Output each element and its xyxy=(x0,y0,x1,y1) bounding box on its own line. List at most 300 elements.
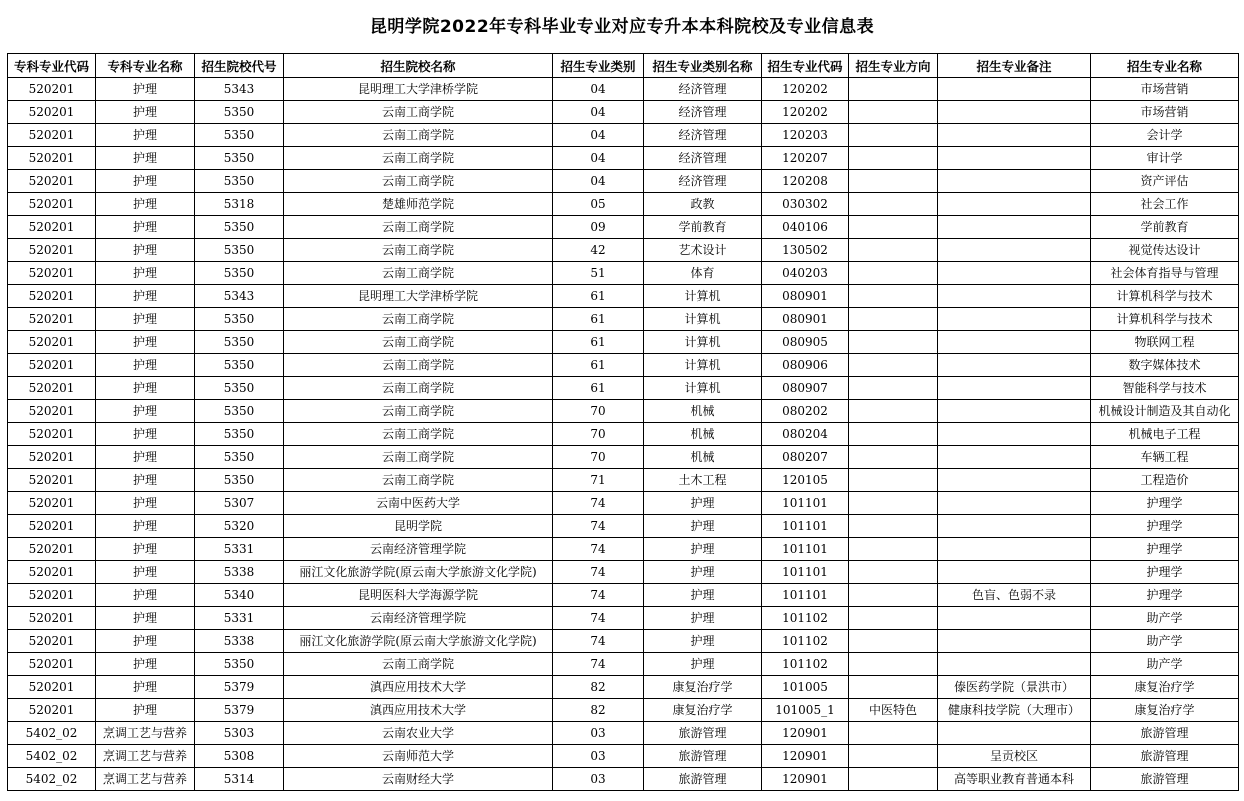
table-cell: 助产学 xyxy=(1091,630,1239,653)
table-cell: 机械 xyxy=(644,423,762,446)
table-row xyxy=(8,630,1239,653)
table-cell: 昆明理工大学津桥学院 xyxy=(284,78,553,101)
table-cell xyxy=(849,561,938,584)
table-cell: 数字媒体技术 xyxy=(1091,354,1239,377)
table-cell xyxy=(849,676,938,699)
table-cell: 护理 xyxy=(96,630,195,653)
table-cell: 74 xyxy=(553,653,644,676)
table-cell: 04 xyxy=(553,101,644,124)
table-cell xyxy=(849,216,938,239)
table-cell: 101101 xyxy=(762,492,849,515)
table-cell: 5318 xyxy=(195,193,284,216)
table-cell xyxy=(849,170,938,193)
table-cell: 5308 xyxy=(195,745,284,768)
table-body xyxy=(8,78,1239,791)
table-row xyxy=(8,469,1239,492)
table-cell: 120203 xyxy=(762,124,849,147)
table-cell: 护理 xyxy=(644,515,762,538)
table-cell: 市场营销 xyxy=(1091,101,1239,124)
table-cell: 云南工商学院 xyxy=(284,446,553,469)
table-cell: 滇西应用技术大学 xyxy=(284,676,553,699)
table-cell: 市场营销 xyxy=(1091,78,1239,101)
table-cell: 护理 xyxy=(96,308,195,331)
table-row xyxy=(8,607,1239,630)
table-cell xyxy=(938,515,1091,538)
table-cell: 5350 xyxy=(195,653,284,676)
table-cell: 云南工商学院 xyxy=(284,331,553,354)
table-cell: 护理 xyxy=(644,561,762,584)
table-cell: 护理 xyxy=(644,607,762,630)
table-cell: 护理 xyxy=(644,492,762,515)
table-cell: 5350 xyxy=(195,469,284,492)
table-cell xyxy=(938,492,1091,515)
table-cell: 61 xyxy=(553,285,644,308)
table-cell xyxy=(849,722,938,745)
table-cell xyxy=(938,101,1091,124)
table-cell: 520201 xyxy=(8,147,96,170)
table-cell: 5350 xyxy=(195,377,284,400)
table-cell: 5340 xyxy=(195,584,284,607)
table-cell: 旅游管理 xyxy=(1091,768,1239,791)
table-cell: 护理学 xyxy=(1091,584,1239,607)
table-cell: 车辆工程 xyxy=(1091,446,1239,469)
table-cell: 护理 xyxy=(96,78,195,101)
table-cell xyxy=(849,147,938,170)
table-cell: 04 xyxy=(553,124,644,147)
table-cell xyxy=(849,78,938,101)
table-cell: 71 xyxy=(553,469,644,492)
table-cell: 经济管理 xyxy=(644,78,762,101)
table-row xyxy=(8,492,1239,515)
table-cell: 080901 xyxy=(762,285,849,308)
table-cell: 康复治疗学 xyxy=(1091,699,1239,722)
table-row xyxy=(8,561,1239,584)
table-cell: 昆明医科大学海源学院 xyxy=(284,584,553,607)
table-cell xyxy=(938,722,1091,745)
table-cell: 旅游管理 xyxy=(644,722,762,745)
table-row xyxy=(8,377,1239,400)
table-cell: 助产学 xyxy=(1091,653,1239,676)
table-cell: 机械 xyxy=(644,446,762,469)
table-cell: 云南农业大学 xyxy=(284,722,553,745)
table-cell: 520201 xyxy=(8,653,96,676)
table-cell: 101102 xyxy=(762,630,849,653)
table-cell: 物联网工程 xyxy=(1091,331,1239,354)
table-cell: 520201 xyxy=(8,124,96,147)
table-cell: 康复治疗学 xyxy=(644,699,762,722)
table-cell: 70 xyxy=(553,423,644,446)
table-cell: 5343 xyxy=(195,78,284,101)
table-cell: 520201 xyxy=(8,377,96,400)
table-cell xyxy=(938,239,1091,262)
table-cell: 机械 xyxy=(644,400,762,423)
table-cell: 520201 xyxy=(8,423,96,446)
table-row xyxy=(8,745,1239,768)
table-cell xyxy=(938,561,1091,584)
table-cell xyxy=(849,101,938,124)
table-cell: 计算机科学与技术 xyxy=(1091,308,1239,331)
table-cell: 机械电子工程 xyxy=(1091,423,1239,446)
table-cell: 61 xyxy=(553,331,644,354)
table-cell xyxy=(938,147,1091,170)
page-title: 昆明学院2022年专科毕业专业对应专升本本科院校及专业信息表 xyxy=(369,17,875,37)
table-cell: 土木工程 xyxy=(644,469,762,492)
table-cell: 080907 xyxy=(762,377,849,400)
table-cell: 520201 xyxy=(8,561,96,584)
table-cell: 101101 xyxy=(762,584,849,607)
table-row xyxy=(8,699,1239,722)
table-cell xyxy=(938,423,1091,446)
table-cell xyxy=(938,653,1091,676)
table-cell: 70 xyxy=(553,446,644,469)
table-cell: 护理 xyxy=(96,147,195,170)
table-cell xyxy=(938,377,1091,400)
column-header: 招生院校名称 xyxy=(284,54,553,78)
table-row xyxy=(8,78,1239,101)
table-cell: 101005_1 xyxy=(762,699,849,722)
table-cell: 520201 xyxy=(8,515,96,538)
table-cell xyxy=(849,584,938,607)
info-table xyxy=(7,53,1239,791)
table-cell: 护理 xyxy=(96,377,195,400)
table-cell xyxy=(938,78,1091,101)
table-cell xyxy=(849,745,938,768)
table-cell: 学前教育 xyxy=(644,216,762,239)
table-cell: 82 xyxy=(553,699,644,722)
table-cell: 护理 xyxy=(96,216,195,239)
column-header: 招生专业类别名称 xyxy=(644,54,762,78)
table-row xyxy=(8,170,1239,193)
table-cell: 滇西应用技术大学 xyxy=(284,699,553,722)
table-cell: 云南财经大学 xyxy=(284,768,553,791)
table-cell xyxy=(849,193,938,216)
table-cell: 社会体育指导与管理 xyxy=(1091,262,1239,285)
table-row xyxy=(8,515,1239,538)
table-cell: 61 xyxy=(553,354,644,377)
table-row xyxy=(8,239,1239,262)
table-cell: 护理 xyxy=(96,561,195,584)
table-cell xyxy=(938,308,1091,331)
table-cell: 61 xyxy=(553,308,644,331)
table-cell: 70 xyxy=(553,400,644,423)
table-row xyxy=(8,262,1239,285)
table-cell: 74 xyxy=(553,515,644,538)
table-cell: 护理 xyxy=(96,101,195,124)
table-cell: 护理 xyxy=(96,492,195,515)
table-cell xyxy=(849,515,938,538)
table-cell: 色盲、色弱不录 xyxy=(938,584,1091,607)
table-cell: 计算机 xyxy=(644,354,762,377)
table-cell: 520201 xyxy=(8,469,96,492)
table-cell: 101101 xyxy=(762,515,849,538)
table-cell: 云南经济管理学院 xyxy=(284,607,553,630)
table-cell: 护理学 xyxy=(1091,492,1239,515)
table-cell: 护理 xyxy=(96,124,195,147)
table-cell: 傣医药学院（景洪市） xyxy=(938,676,1091,699)
table-cell: 护理 xyxy=(96,423,195,446)
table-cell: 520201 xyxy=(8,101,96,124)
table-cell: 护理 xyxy=(96,400,195,423)
table-cell xyxy=(849,308,938,331)
table-cell xyxy=(849,768,938,791)
table-cell: 101101 xyxy=(762,538,849,561)
table-cell: 云南工商学院 xyxy=(284,400,553,423)
table-cell: 烹调工艺与营养 xyxy=(96,722,195,745)
table-cell: 资产评估 xyxy=(1091,170,1239,193)
table-cell xyxy=(938,354,1091,377)
table-cell xyxy=(938,170,1091,193)
table-cell xyxy=(849,492,938,515)
table-cell xyxy=(849,331,938,354)
table-cell: 护理 xyxy=(96,331,195,354)
table-cell: 云南工商学院 xyxy=(284,423,553,446)
table-cell: 5402_02 xyxy=(8,745,96,768)
table-cell: 会计学 xyxy=(1091,124,1239,147)
table-cell: 040203 xyxy=(762,262,849,285)
table-cell: 74 xyxy=(553,630,644,653)
table-cell: 5350 xyxy=(195,423,284,446)
table-cell: 旅游管理 xyxy=(1091,722,1239,745)
table-cell: 120208 xyxy=(762,170,849,193)
table-cell: 520201 xyxy=(8,170,96,193)
table-cell: 520201 xyxy=(8,216,96,239)
table-row xyxy=(8,722,1239,745)
table-cell: 080202 xyxy=(762,400,849,423)
table-cell xyxy=(938,193,1091,216)
table-cell: 云南中医药大学 xyxy=(284,492,553,515)
table-cell: 520201 xyxy=(8,607,96,630)
table-cell: 520201 xyxy=(8,676,96,699)
table-cell: 云南工商学院 xyxy=(284,216,553,239)
table-row xyxy=(8,331,1239,354)
table-cell: 高等职业教育普通本科 xyxy=(938,768,1091,791)
table-cell: 护理学 xyxy=(1091,515,1239,538)
table-cell xyxy=(849,377,938,400)
table-cell xyxy=(849,285,938,308)
column-header: 招生专业方向 xyxy=(849,54,938,78)
table-cell: 云南工商学院 xyxy=(284,308,553,331)
table-cell: 5307 xyxy=(195,492,284,515)
table-cell: 护理 xyxy=(96,676,195,699)
column-header: 招生专业代码 xyxy=(762,54,849,78)
table-cell: 520201 xyxy=(8,331,96,354)
table-cell: 烹调工艺与营养 xyxy=(96,768,195,791)
table-cell: 080204 xyxy=(762,423,849,446)
table-cell: 520201 xyxy=(8,492,96,515)
table-cell: 080207 xyxy=(762,446,849,469)
table-cell xyxy=(849,630,938,653)
table-cell: 5350 xyxy=(195,446,284,469)
table-cell: 智能科学与技术 xyxy=(1091,377,1239,400)
table-cell: 云南工商学院 xyxy=(284,377,553,400)
table-cell: 5350 xyxy=(195,262,284,285)
table-cell: 呈贡校区 xyxy=(938,745,1091,768)
table-cell: 74 xyxy=(553,607,644,630)
table-cell: 520201 xyxy=(8,262,96,285)
table-cell: 520201 xyxy=(8,78,96,101)
table-cell: 09 xyxy=(553,216,644,239)
table-cell: 艺术设计 xyxy=(644,239,762,262)
table-cell: 烹调工艺与营养 xyxy=(96,745,195,768)
table-cell: 5350 xyxy=(195,400,284,423)
table-cell: 5350 xyxy=(195,308,284,331)
table-cell: 520201 xyxy=(8,584,96,607)
table-cell: 5350 xyxy=(195,239,284,262)
table-cell: 云南经济管理学院 xyxy=(284,538,553,561)
column-header: 专科专业代码 xyxy=(8,54,96,78)
table-cell: 5331 xyxy=(195,607,284,630)
column-header: 招生专业类别 xyxy=(553,54,644,78)
table-row xyxy=(8,423,1239,446)
table-cell xyxy=(849,423,938,446)
table-cell: 5402_02 xyxy=(8,722,96,745)
table-cell: 经济管理 xyxy=(644,101,762,124)
table-row xyxy=(8,354,1239,377)
table-cell xyxy=(938,446,1091,469)
table-cell: 护理 xyxy=(96,446,195,469)
table-cell xyxy=(938,607,1091,630)
column-header: 招生专业名称 xyxy=(1091,54,1239,78)
table-cell: 520201 xyxy=(8,630,96,653)
table-row xyxy=(8,308,1239,331)
table-cell xyxy=(849,239,938,262)
table-cell: 03 xyxy=(553,768,644,791)
table-cell: 护理 xyxy=(96,699,195,722)
table-cell: 护理 xyxy=(96,469,195,492)
table-cell: 护理 xyxy=(644,653,762,676)
table-cell: 120202 xyxy=(762,101,849,124)
table-cell: 护理 xyxy=(96,262,195,285)
table-cell: 520201 xyxy=(8,354,96,377)
table-row xyxy=(8,768,1239,791)
table-cell: 计算机科学与技术 xyxy=(1091,285,1239,308)
table-cell: 120901 xyxy=(762,745,849,768)
table-cell xyxy=(849,354,938,377)
table-cell: 社会工作 xyxy=(1091,193,1239,216)
table-cell: 工程造价 xyxy=(1091,469,1239,492)
table-cell: 云南工商学院 xyxy=(284,124,553,147)
table-cell xyxy=(938,469,1091,492)
table-cell: 昆明理工大学津桥学院 xyxy=(284,285,553,308)
column-header: 招生专业备注 xyxy=(938,54,1091,78)
table-cell: 护理 xyxy=(96,239,195,262)
table-cell: 520201 xyxy=(8,285,96,308)
table-cell: 护理 xyxy=(644,538,762,561)
table-cell: 视觉传达设计 xyxy=(1091,239,1239,262)
table-cell: 520201 xyxy=(8,538,96,561)
table-cell: 080905 xyxy=(762,331,849,354)
table-cell: 中医特色 xyxy=(849,699,938,722)
table-cell: 护理 xyxy=(96,354,195,377)
table-cell: 82 xyxy=(553,676,644,699)
table-cell: 昆明学院 xyxy=(284,515,553,538)
table-cell: 楚雄师范学院 xyxy=(284,193,553,216)
table-cell: 护理 xyxy=(96,607,195,630)
table-cell: 护理 xyxy=(96,515,195,538)
table-cell: 机械设计制造及其自动化 xyxy=(1091,400,1239,423)
table-cell: 74 xyxy=(553,492,644,515)
table-cell: 520201 xyxy=(8,308,96,331)
table-cell: 5338 xyxy=(195,630,284,653)
table-cell: 5338 xyxy=(195,561,284,584)
table-cell: 520201 xyxy=(8,193,96,216)
table-cell xyxy=(938,285,1091,308)
table-cell: 03 xyxy=(553,745,644,768)
table-cell: 05 xyxy=(553,193,644,216)
table-cell: 520201 xyxy=(8,699,96,722)
table-cell: 5350 xyxy=(195,216,284,239)
table-row xyxy=(8,193,1239,216)
table-cell: 5350 xyxy=(195,101,284,124)
header-row xyxy=(8,54,1239,78)
table-cell: 云南工商学院 xyxy=(284,239,553,262)
table-cell: 护理学 xyxy=(1091,561,1239,584)
table-cell: 74 xyxy=(553,538,644,561)
table-cell: 74 xyxy=(553,584,644,607)
table-cell: 5331 xyxy=(195,538,284,561)
table-cell: 康复治疗学 xyxy=(1091,676,1239,699)
table-cell: 云南工商学院 xyxy=(284,354,553,377)
table-row xyxy=(8,653,1239,676)
table-row xyxy=(8,446,1239,469)
table-cell: 云南师范大学 xyxy=(284,745,553,768)
table-cell: 080906 xyxy=(762,354,849,377)
table-cell xyxy=(938,124,1091,147)
table-cell: 护理 xyxy=(644,630,762,653)
table-cell: 经济管理 xyxy=(644,147,762,170)
table-row xyxy=(8,101,1239,124)
table-cell: 120901 xyxy=(762,768,849,791)
table-cell: 42 xyxy=(553,239,644,262)
table-cell xyxy=(938,331,1091,354)
table-cell: 5350 xyxy=(195,124,284,147)
table-cell: 旅游管理 xyxy=(1091,745,1239,768)
table-cell: 助产学 xyxy=(1091,607,1239,630)
table-cell: 520201 xyxy=(8,239,96,262)
table-cell xyxy=(849,469,938,492)
table-cell: 5343 xyxy=(195,285,284,308)
table-cell: 520201 xyxy=(8,400,96,423)
table-cell: 5350 xyxy=(195,147,284,170)
table-cell: 120105 xyxy=(762,469,849,492)
table-cell: 学前教育 xyxy=(1091,216,1239,239)
table-cell: 120202 xyxy=(762,78,849,101)
table-cell: 5350 xyxy=(195,170,284,193)
table-cell: 51 xyxy=(553,262,644,285)
table-cell xyxy=(938,216,1091,239)
table-cell xyxy=(849,124,938,147)
column-header: 招生院校代号 xyxy=(195,54,284,78)
table-cell: 旅游管理 xyxy=(644,768,762,791)
table-cell: 5314 xyxy=(195,768,284,791)
table-row xyxy=(8,285,1239,308)
table-cell xyxy=(849,538,938,561)
table-cell: 101102 xyxy=(762,653,849,676)
table-cell: 130502 xyxy=(762,239,849,262)
table-cell xyxy=(849,446,938,469)
table-cell: 74 xyxy=(553,561,644,584)
table-cell: 体育 xyxy=(644,262,762,285)
table-cell: 审计学 xyxy=(1091,147,1239,170)
table-cell xyxy=(849,653,938,676)
table-cell: 5350 xyxy=(195,331,284,354)
table-cell: 护理 xyxy=(96,170,195,193)
table-cell: 61 xyxy=(553,377,644,400)
table-cell: 政教 xyxy=(644,193,762,216)
table-cell: 丽江文化旅游学院(原云南大学旅游文化学院) xyxy=(284,630,553,653)
table-cell: 计算机 xyxy=(644,308,762,331)
table-cell: 护理 xyxy=(96,538,195,561)
